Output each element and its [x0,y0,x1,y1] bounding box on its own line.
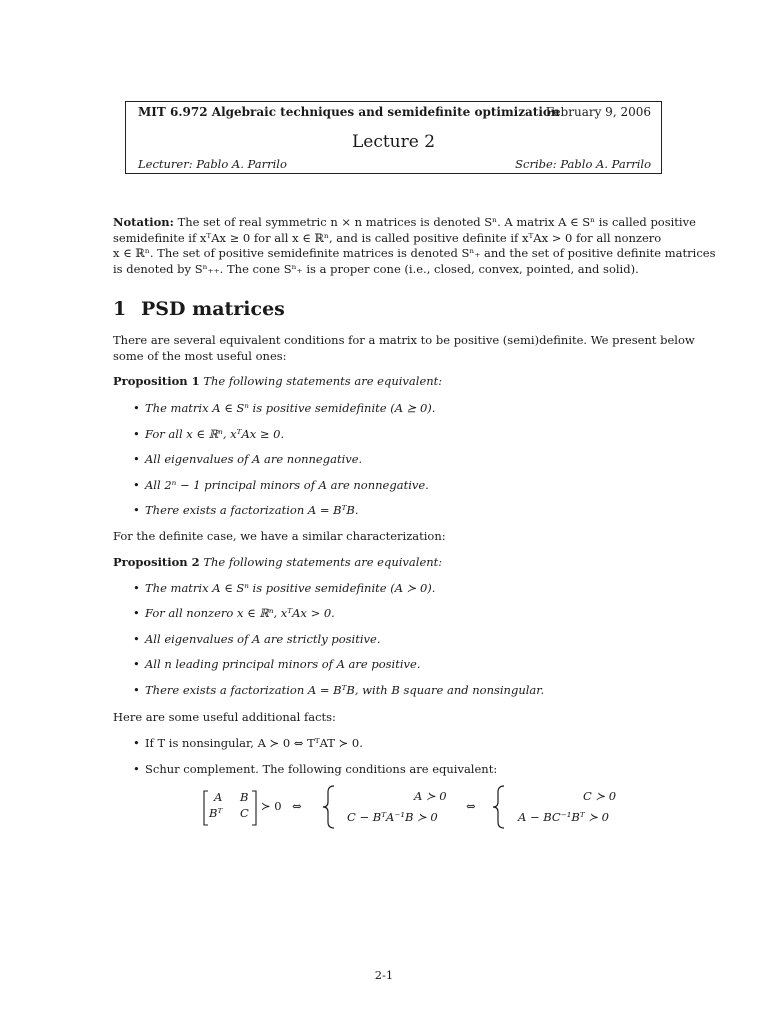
case2-bottom: A − BC⁻¹Bᵀ ≻ 0 [518,810,609,824]
definite-intro: For the definite case, we have a similar characterization: [113,529,446,543]
lecture-date: February 9, 2006 [545,105,651,119]
notation-line-3: x ∈ ℝⁿ. The set of positive semidefinite matrices is denoted Sⁿ₊ and the set of positive definite matrices [113,246,716,260]
matrix-entry-c: C [240,806,249,820]
matrix-entry-a: A [214,790,223,804]
case1-top: A ≻ 0 [414,789,447,803]
facts-intro: Here are some useful additional facts: [113,710,336,724]
intro-paragraph [113,333,695,364]
prop1-item: • For all x ∈ ℝⁿ, xᵀAx ≥ 0. [133,427,285,441]
left-brace-1 [321,784,337,830]
notation-paragraph [113,215,716,277]
section-number: 1 [113,298,127,320]
case1-bottom: C − BᵀA⁻¹B ≻ 0 [347,810,438,824]
lecture-header-box [125,101,662,174]
lecturer-name: Lecturer: Pablo A. Parrilo [138,157,287,171]
prop1-item: • All eigenvalues of A are nonnegative. [133,452,363,466]
prop1-item: • The matrix A ∈ Sⁿ is positive semidefinite (A ⪰ 0). [133,401,436,415]
prop1-item: • All 2ⁿ − 1 principal minors of A are nonnegative. [133,478,429,492]
notation-line-2: semidefinite if xᵀAx ≥ 0 for all x ∈ ℝⁿ, and is called positive definite if xᵀAx > 0 for all nonzero [113,230,662,245]
prop2-item: • All n leading principal minors of A are positive. [133,657,421,671]
notation-label: Notation: [113,215,174,229]
course-title: MIT 6.972 Algebraic techniques and semidefinite optimization [138,105,560,119]
section-title: PSD matrices [141,298,285,320]
prop2-item: • There exists a factorization A = BᵀB, with B square and nonsingular. [133,683,545,697]
notation-line-4: is denoted by Sⁿ₊₊. The cone Sⁿ₊ is a proper cone (i.e., closed, convex, pointed, and solid). [113,261,639,276]
proposition-1 [113,374,442,388]
iff-symbol-1: ⇔ [292,799,302,813]
notation-line-1: Notation: The set of real symmetric n × n matrices is denoted Sⁿ. A matrix A ∈ Sⁿ is called positive [113,215,696,229]
intro-line-2: some of the most useful ones: [113,348,287,363]
case2-top: C ≻ 0 [583,789,617,803]
matrix-entry-bt: Bᵀ [209,806,223,820]
matrix-succ: ≻ 0 [261,799,282,813]
proposition-1-label: Proposition 1 [113,374,200,388]
prop2-item: • For all nonzero x ∈ ℝⁿ, xᵀAx > 0. [133,606,335,620]
left-brace-2 [491,784,507,830]
proposition-2 [113,555,442,569]
proposition-1-statement: The following statements are equivalent: [203,374,443,388]
lecture-title: Lecture 2 [351,132,436,152]
section-heading [113,298,285,320]
prop2-item: • The matrix A ∈ Sⁿ is positive semidefinite (A ≻ 0). [133,581,436,595]
intro-line-1: There are several equivalent conditions for a matrix to be positive (semi)definite. We present below [113,333,695,347]
scribe-name: Scribe: Pablo A. Parrilo [515,157,651,171]
matrix-entry-b: B [240,790,249,804]
iff-symbol-2: ⇔ [466,799,476,813]
fact-item: • If T is nonsingular, A ≻ 0 ⇔ TᵀAT ≻ 0. [133,736,363,750]
prop1-item: • There exists a factorization A = BᵀB. [133,503,359,517]
proposition-2-statement: The following statements are equivalent: [203,555,443,569]
proposition-2-label: Proposition 2 [113,555,200,569]
fact-item: • Schur complement. The following conditions are equivalent: [133,762,498,776]
page-number: 2-1 [374,968,394,982]
prop2-item: • All eigenvalues of A are strictly positive. [133,632,381,646]
